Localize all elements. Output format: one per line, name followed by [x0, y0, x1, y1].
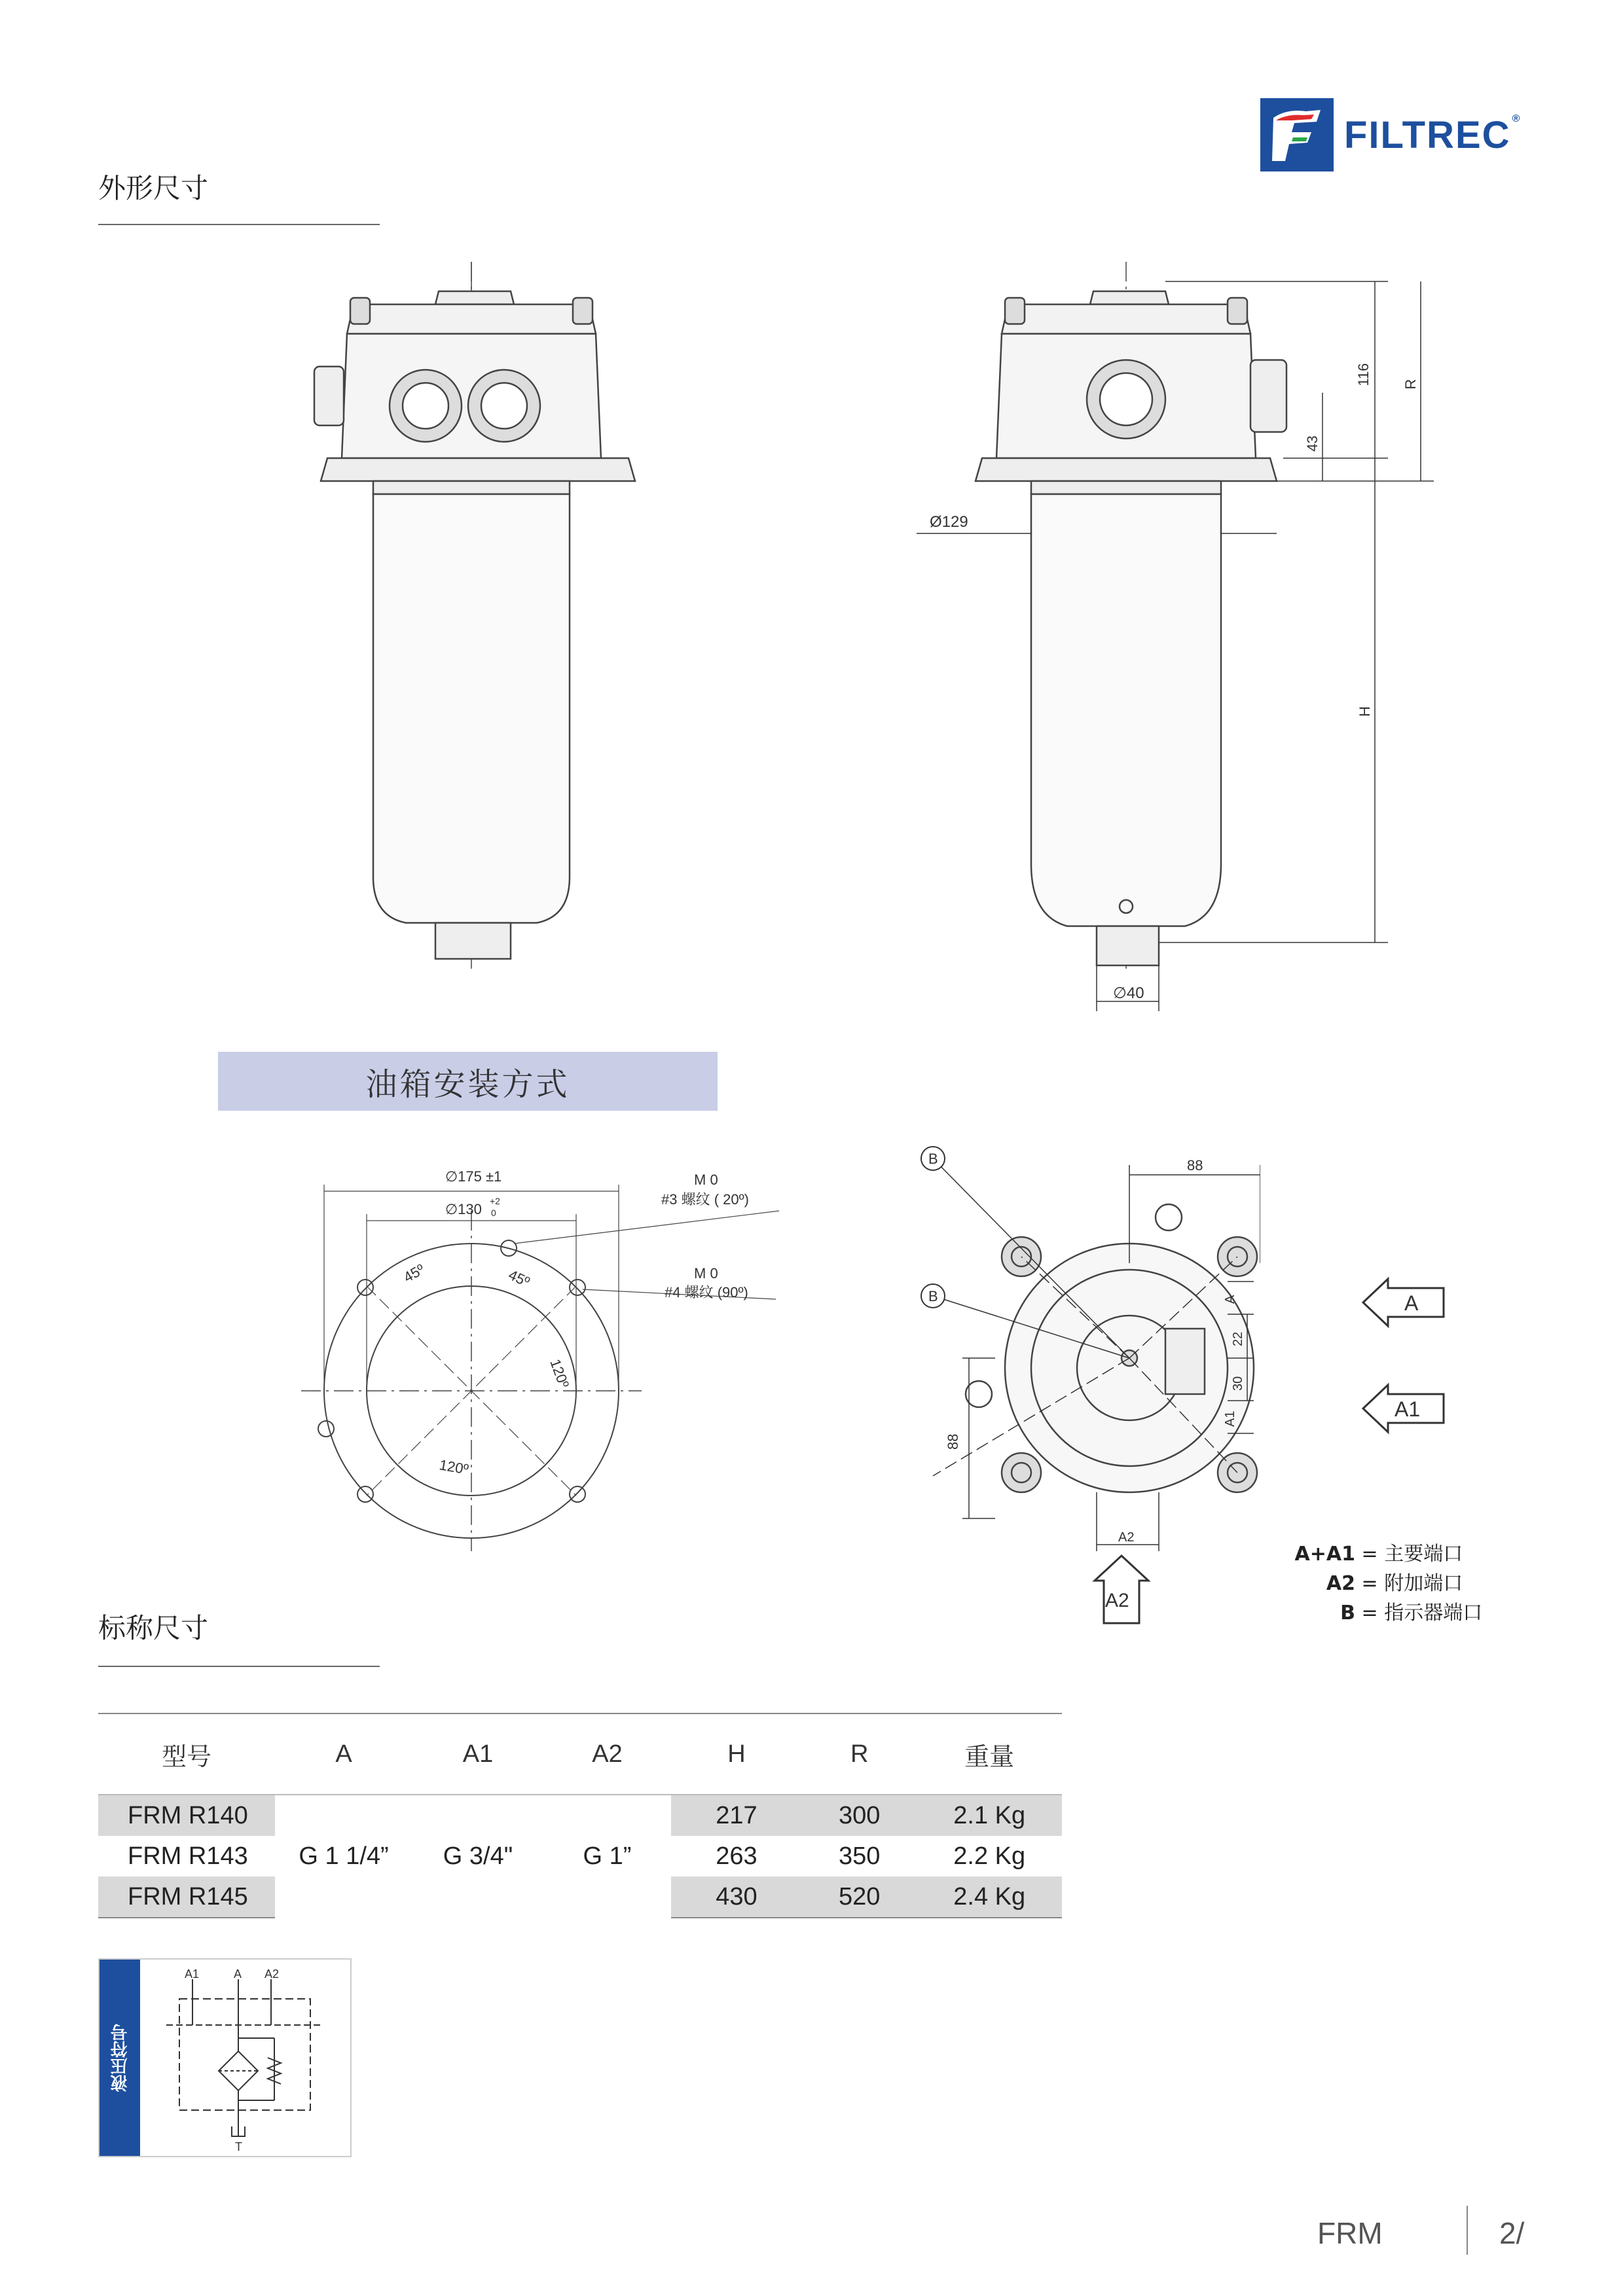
svg-text:A1: A1: [1395, 1397, 1421, 1421]
table-row: FRM R143 263 350 2.2 Kg: [128, 1842, 1026, 1870]
hydraulic-symbol-icon: [140, 1960, 348, 2155]
port-a-arrow-icon: [1362, 1276, 1447, 1329]
footer-divider: [1467, 2206, 1468, 2255]
table-header-row: [98, 1713, 1062, 1795]
angle-120-right: 120º: [547, 1357, 573, 1390]
mounting-pattern-drawing: [288, 1158, 812, 1551]
thread-m0-b: M 0: [694, 1265, 718, 1282]
dim-a2-label: A2: [1118, 1530, 1135, 1545]
footer-model: FRM: [1317, 2216, 1383, 2250]
dim-43: 43: [1304, 435, 1321, 452]
dim-d175: ∅175 ±1: [445, 1168, 502, 1185]
angle-45-left: 45º: [401, 1261, 428, 1286]
col-a: A: [275, 1713, 412, 1795]
tol-zero: 0: [491, 1208, 496, 1218]
col-a1: A1: [412, 1713, 543, 1795]
hydraulic-symbol-label: 液压符号: [100, 1960, 140, 2156]
tank-mounting-banner: 油箱安装方式: [218, 1052, 718, 1111]
dim-d40: ∅40: [1113, 984, 1144, 1002]
dim-h: H: [1357, 706, 1373, 717]
dim-116: 116: [1355, 363, 1372, 386]
shared-a1: G 3/4": [443, 1842, 513, 1870]
col-a2: A2: [543, 1713, 671, 1795]
nominal-dimensions-table: [98, 1713, 1062, 1918]
side-view-drawing: [917, 262, 1440, 1014]
legend-row: B = 指示器端口: [1340, 1602, 1483, 1624]
title-underline: [98, 224, 380, 225]
table-row: FRM R140 G 1 1/4” G 3/4" G 1” 217 300 2.1 Kg: [98, 1795, 1062, 1836]
top-view-drawing: [907, 1139, 1260, 1597]
svg-text:T: T: [235, 2140, 242, 2153]
front-view-drawing: [288, 262, 681, 982]
outline-dimensions-title: 外形尺寸: [98, 172, 209, 204]
dim-88-vertical: 88: [945, 1433, 961, 1450]
nominal-dimensions-title: 标称尺寸: [98, 1612, 209, 1644]
tol-plus: +2: [490, 1196, 500, 1206]
angle-45-right: 45º: [505, 1266, 532, 1291]
thread-m0-a: M 0: [694, 1172, 718, 1188]
thread4-label: #4 螺纹 (90º): [665, 1284, 748, 1300]
page-number: 2/: [1499, 2216, 1525, 2250]
col-h: H: [671, 1713, 802, 1795]
col-r: R: [802, 1713, 917, 1795]
dim-22-label: 22: [1231, 1331, 1245, 1346]
shared-a: G 1 1/4”: [299, 1842, 389, 1870]
port-b-callout-top: B: [928, 1151, 938, 1167]
brand-logo: [1260, 98, 1521, 171]
dim-a-label: A: [1223, 1295, 1237, 1304]
shared-a2: G 1”: [583, 1842, 632, 1870]
svg-text:A: A: [1404, 1291, 1419, 1315]
dim-88-horizontal: 88: [1187, 1157, 1203, 1174]
col-weight: 重量: [917, 1713, 1062, 1795]
svg-text:A2: A2: [264, 1967, 280, 1981]
thread3-label: #3 螺纹 ( 20º): [661, 1191, 749, 1208]
port-a1-arrow-icon: [1362, 1382, 1447, 1435]
svg-text:A: A: [234, 1967, 242, 1981]
brand-name: FILTREC ®: [1344, 113, 1522, 156]
dim-d130: ∅130: [445, 1201, 482, 1217]
hydraulic-symbol-panel: [98, 1958, 352, 2157]
legend-row: A+A1 = 主要端口: [1294, 1543, 1463, 1566]
angle-120-bottom: 120º: [438, 1456, 470, 1478]
dim-30-label: 30: [1231, 1376, 1245, 1391]
port-a2-arrow-icon: [1092, 1554, 1151, 1626]
dim-d129: Ø129: [930, 513, 968, 531]
title-underline: [98, 1666, 380, 1667]
svg-text:A2: A2: [1105, 1590, 1129, 1611]
dim-a1-label: A1: [1223, 1410, 1237, 1427]
port-b-callout-mid: B: [928, 1288, 938, 1304]
svg-text:A1: A1: [185, 1967, 200, 1981]
legend-row: A2 = 附加端口: [1326, 1572, 1463, 1595]
col-model: 型号: [98, 1713, 275, 1795]
filtrec-logo-icon: [1260, 98, 1334, 171]
port-legend: [1264, 1539, 1482, 1628]
table-row: FRM R145 430 520 2.4 Kg: [98, 1876, 1062, 1918]
dim-r: R: [1402, 379, 1419, 389]
